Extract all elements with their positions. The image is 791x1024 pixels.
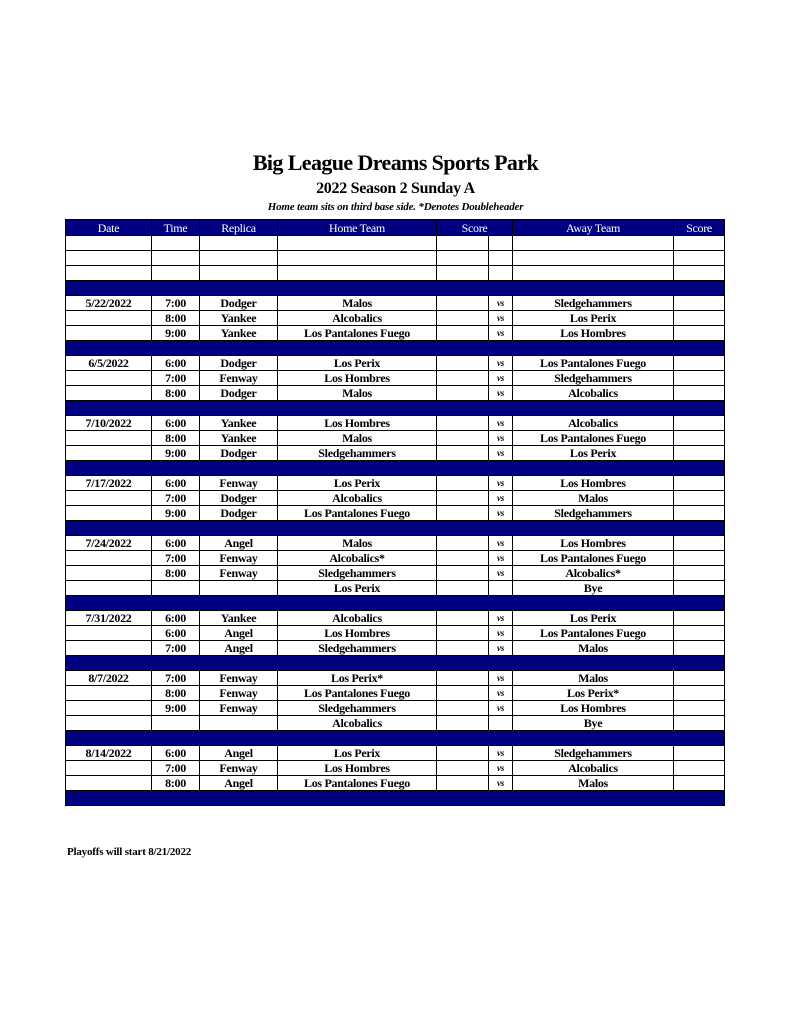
away-score-cell	[674, 506, 725, 521]
table-row	[66, 491, 725, 506]
home-score-cell	[437, 371, 489, 386]
date-cell	[66, 581, 152, 596]
time-cell: 7:00	[152, 761, 200, 776]
home-score-cell	[437, 716, 489, 731]
replica-cell: Yankee	[200, 311, 278, 326]
date-cell	[66, 236, 152, 251]
replica-cell: Dodger	[200, 491, 278, 506]
home-team-cell: Los Hombres	[278, 626, 437, 641]
home-score-cell	[437, 641, 489, 656]
home-score-cell	[437, 266, 489, 281]
replica-cell: Yankee	[200, 416, 278, 431]
replica-cell	[200, 581, 278, 596]
replica-cell: Angel	[200, 626, 278, 641]
schedule-table	[65, 219, 725, 806]
table-row	[66, 551, 725, 566]
away-score-cell	[674, 551, 725, 566]
time-cell: 8:00	[152, 386, 200, 401]
time-cell: 6:00	[152, 626, 200, 641]
date-cell: 6/5/2022	[66, 356, 152, 371]
away-score-cell	[674, 671, 725, 686]
time-cell	[152, 266, 200, 281]
header-time: Time	[152, 220, 200, 236]
blank-row	[66, 266, 725, 281]
replica-cell: Angel	[200, 536, 278, 551]
date-cell	[66, 266, 152, 281]
away-team-cell: Alcobalics	[513, 386, 674, 401]
away-score-cell	[674, 581, 725, 596]
time-cell: 8:00	[152, 686, 200, 701]
home-team-cell: Los Hombres	[278, 371, 437, 386]
away-score-cell	[674, 446, 725, 461]
away-team-cell: Los Pantalones Fuego	[513, 551, 674, 566]
header-away-score: Score	[674, 220, 725, 236]
date-cell: 8/7/2022	[66, 671, 152, 686]
week-separator-row	[66, 401, 725, 416]
blank-row	[66, 236, 725, 251]
time-cell: 6:00	[152, 416, 200, 431]
time-cell: 7:00	[152, 491, 200, 506]
home-score-cell	[437, 236, 489, 251]
time-cell: 7:00	[152, 296, 200, 311]
replica-cell: Dodger	[200, 386, 278, 401]
time-cell: 6:00	[152, 746, 200, 761]
away-team-cell: Los Pantalones Fuego	[513, 626, 674, 641]
home-score-cell	[437, 446, 489, 461]
replica-cell: Fenway	[200, 476, 278, 491]
home-team-cell: Alcobalics	[278, 491, 437, 506]
table-row	[66, 686, 725, 701]
away-team-cell: Los Hombres	[513, 326, 674, 341]
away-score-cell	[674, 386, 725, 401]
replica-cell: Yankee	[200, 431, 278, 446]
away-team-cell: Los Pantalones Fuego	[513, 431, 674, 446]
away-team-cell: Sledgehammers	[513, 506, 674, 521]
vs-cell: vs	[489, 746, 513, 761]
vs-cell	[489, 716, 513, 731]
home-team-cell: Los Hombres	[278, 416, 437, 431]
home-score-cell	[437, 581, 489, 596]
table-row	[66, 476, 725, 491]
home-team-cell: Sledgehammers	[278, 566, 437, 581]
separator-band	[66, 656, 725, 671]
home-team-cell: Alcobalics	[278, 611, 437, 626]
vs-cell: vs	[489, 686, 513, 701]
table-row	[66, 446, 725, 461]
table-row	[66, 746, 725, 761]
time-cell	[152, 716, 200, 731]
away-score-cell	[674, 296, 725, 311]
replica-cell: Fenway	[200, 701, 278, 716]
time-cell: 6:00	[152, 536, 200, 551]
date-cell	[66, 776, 152, 791]
date-cell: 8/14/2022	[66, 746, 152, 761]
week-separator-row	[66, 596, 725, 611]
away-score-cell	[674, 416, 725, 431]
replica-cell: Dodger	[200, 446, 278, 461]
vs-cell: vs	[489, 491, 513, 506]
home-score-cell	[437, 311, 489, 326]
away-team-cell	[513, 251, 674, 266]
week-separator-row	[66, 791, 725, 806]
playoffs-note: Playoffs will start 8/21/2022	[67, 846, 192, 858]
away-score-cell	[674, 311, 725, 326]
away-score-cell	[674, 611, 725, 626]
table-row	[66, 566, 725, 581]
home-score-cell	[437, 761, 489, 776]
vs-cell: vs	[489, 536, 513, 551]
vs-cell: vs	[489, 356, 513, 371]
header-home-score: Score	[437, 220, 513, 236]
home-score-cell	[437, 776, 489, 791]
home-team-cell: Los Perix	[278, 746, 437, 761]
home-score-cell	[437, 356, 489, 371]
home-team-cell: Malos	[278, 431, 437, 446]
away-team-cell: Los Pantalones Fuego	[513, 356, 674, 371]
home-score-cell	[437, 431, 489, 446]
away-team-cell: Los Perix	[513, 446, 674, 461]
home-team-cell: Malos	[278, 386, 437, 401]
vs-cell: vs	[489, 296, 513, 311]
away-team-cell: Sledgehammers	[513, 371, 674, 386]
date-cell	[66, 386, 152, 401]
replica-cell: Fenway	[200, 671, 278, 686]
away-team-cell: Malos	[513, 491, 674, 506]
home-score-cell	[437, 416, 489, 431]
replica-cell: Fenway	[200, 371, 278, 386]
home-score-cell	[437, 476, 489, 491]
date-cell	[66, 626, 152, 641]
home-team-cell: Alcobalics*	[278, 551, 437, 566]
time-cell: 8:00	[152, 311, 200, 326]
home-team-cell: Los Perix*	[278, 671, 437, 686]
away-score-cell	[674, 641, 725, 656]
vs-cell: vs	[489, 431, 513, 446]
away-team-cell: Alcobalics*	[513, 566, 674, 581]
table-row	[66, 716, 725, 731]
home-team-cell: Los Perix	[278, 356, 437, 371]
away-team-cell: Alcobalics	[513, 761, 674, 776]
away-team-cell	[513, 236, 674, 251]
table-row	[66, 611, 725, 626]
away-score-cell	[674, 746, 725, 761]
away-score-cell	[674, 761, 725, 776]
time-cell: 7:00	[152, 371, 200, 386]
separator-band	[66, 281, 725, 296]
time-cell	[152, 581, 200, 596]
replica-cell: Dodger	[200, 506, 278, 521]
replica-cell	[200, 236, 278, 251]
away-score-cell	[674, 266, 725, 281]
replica-cell: Fenway	[200, 686, 278, 701]
table-row	[66, 701, 725, 716]
page-title: Big League Dreams Sports Park	[252, 150, 539, 175]
date-cell	[66, 551, 152, 566]
date-cell: 7/24/2022	[66, 536, 152, 551]
away-team-cell: Malos	[513, 641, 674, 656]
home-team-cell: Los Pantalones Fuego	[278, 776, 437, 791]
away-team-cell	[513, 266, 674, 281]
separator-band	[66, 731, 725, 746]
table-row	[66, 581, 725, 596]
home-score-cell	[437, 701, 489, 716]
date-cell	[66, 251, 152, 266]
schedule-body	[66, 236, 725, 806]
time-cell: 7:00	[152, 641, 200, 656]
home-team-cell: Los Pantalones Fuego	[278, 506, 437, 521]
away-score-cell	[674, 566, 725, 581]
week-separator-row	[66, 656, 725, 671]
replica-cell	[200, 251, 278, 266]
home-team-cell: Malos	[278, 536, 437, 551]
date-cell: 7/31/2022	[66, 611, 152, 626]
away-score-cell	[674, 776, 725, 791]
away-score-cell	[674, 626, 725, 641]
header-home-team: Home Team	[278, 220, 437, 236]
away-score-cell	[674, 491, 725, 506]
header-date: Date	[66, 220, 152, 236]
home-team-cell: Los Pantalones Fuego	[278, 686, 437, 701]
away-score-cell	[674, 326, 725, 341]
home-team-cell	[278, 251, 437, 266]
vs-cell: vs	[489, 641, 513, 656]
vs-cell: vs	[489, 611, 513, 626]
replica-cell: Dodger	[200, 296, 278, 311]
home-team-cell: Sledgehammers	[278, 641, 437, 656]
home-score-cell	[437, 746, 489, 761]
away-score-cell	[674, 251, 725, 266]
away-team-cell: Malos	[513, 671, 674, 686]
table-row	[66, 626, 725, 641]
date-cell	[66, 716, 152, 731]
replica-cell	[200, 266, 278, 281]
date-cell	[66, 701, 152, 716]
table-row	[66, 386, 725, 401]
away-score-cell	[674, 371, 725, 386]
vs-cell: vs	[489, 506, 513, 521]
home-score-cell	[437, 536, 489, 551]
home-team-cell: Alcobalics	[278, 311, 437, 326]
away-team-cell: Los Perix	[513, 611, 674, 626]
home-team-cell: Los Pantalones Fuego	[278, 326, 437, 341]
separator-band	[66, 596, 725, 611]
date-cell	[66, 431, 152, 446]
separator-band	[66, 401, 725, 416]
away-score-cell	[674, 476, 725, 491]
vs-cell: vs	[489, 326, 513, 341]
time-cell: 8:00	[152, 776, 200, 791]
away-team-cell: Los Perix	[513, 311, 674, 326]
replica-cell: Fenway	[200, 566, 278, 581]
time-cell	[152, 236, 200, 251]
replica-cell	[200, 716, 278, 731]
home-team-cell: Los Perix	[278, 476, 437, 491]
header-replica: Replica	[200, 220, 278, 236]
date-cell: 5/22/2022	[66, 296, 152, 311]
table-row	[66, 296, 725, 311]
away-score-cell	[674, 536, 725, 551]
home-team-cell: Los Hombres	[278, 761, 437, 776]
date-cell	[66, 761, 152, 776]
table-row	[66, 641, 725, 656]
date-cell: 7/10/2022	[66, 416, 152, 431]
vs-cell: vs	[489, 311, 513, 326]
away-score-cell	[674, 356, 725, 371]
away-team-cell: Los Hombres	[513, 476, 674, 491]
week-separator-row	[66, 521, 725, 536]
table-row	[66, 761, 725, 776]
vs-cell: vs	[489, 476, 513, 491]
table-row	[66, 671, 725, 686]
away-team-cell: Malos	[513, 776, 674, 791]
date-cell	[66, 506, 152, 521]
date-cell	[66, 371, 152, 386]
replica-cell: Angel	[200, 746, 278, 761]
table-row	[66, 536, 725, 551]
table-row	[66, 311, 725, 326]
replica-cell: Dodger	[200, 356, 278, 371]
schedule-note: Home team sits on third base side. *Denotes Doubleheader	[267, 201, 524, 213]
vs-cell: vs	[489, 416, 513, 431]
vs-cell: vs	[489, 551, 513, 566]
time-cell: 9:00	[152, 326, 200, 341]
away-team-cell: Sledgehammers	[513, 746, 674, 761]
time-cell: 7:00	[152, 551, 200, 566]
vs-cell: vs	[489, 446, 513, 461]
home-score-cell	[437, 251, 489, 266]
vs-cell: vs	[489, 626, 513, 641]
vs-cell: vs	[489, 566, 513, 581]
home-score-cell	[437, 671, 489, 686]
vs-cell	[489, 236, 513, 251]
away-team-cell: Los Perix*	[513, 686, 674, 701]
away-team-cell: Sledgehammers	[513, 296, 674, 311]
date-cell	[66, 686, 152, 701]
home-score-cell	[437, 551, 489, 566]
replica-cell: Angel	[200, 641, 278, 656]
home-score-cell	[437, 611, 489, 626]
vs-cell	[489, 266, 513, 281]
home-team-cell	[278, 236, 437, 251]
table-row	[66, 371, 725, 386]
blank-row	[66, 251, 725, 266]
date-cell	[66, 491, 152, 506]
vs-cell	[489, 251, 513, 266]
time-cell: 6:00	[152, 356, 200, 371]
away-score-cell	[674, 431, 725, 446]
time-cell: 9:00	[152, 506, 200, 521]
time-cell: 9:00	[152, 701, 200, 716]
separator-band	[66, 461, 725, 476]
home-team-cell: Los Perix	[278, 581, 437, 596]
date-cell	[66, 326, 152, 341]
time-cell: 9:00	[152, 446, 200, 461]
away-score-cell	[674, 716, 725, 731]
home-team-cell: Alcobalics	[278, 716, 437, 731]
replica-cell: Fenway	[200, 551, 278, 566]
table-row	[66, 506, 725, 521]
table-row	[66, 776, 725, 791]
away-score-cell	[674, 701, 725, 716]
replica-cell: Angel	[200, 776, 278, 791]
home-score-cell	[437, 386, 489, 401]
table-header-row	[66, 220, 725, 236]
home-score-cell	[437, 506, 489, 521]
header-away-team: Away Team	[513, 220, 674, 236]
replica-cell: Yankee	[200, 326, 278, 341]
date-cell: 7/17/2022	[66, 476, 152, 491]
time-cell: 8:00	[152, 431, 200, 446]
home-team-cell: Malos	[278, 296, 437, 311]
week-separator-row	[66, 281, 725, 296]
away-team-cell: Los Hombres	[513, 536, 674, 551]
separator-band	[66, 341, 725, 356]
vs-cell: vs	[489, 776, 513, 791]
separator-band	[66, 791, 725, 806]
table-row	[66, 431, 725, 446]
away-score-cell	[674, 236, 725, 251]
home-team-cell: Sledgehammers	[278, 701, 437, 716]
vs-cell: vs	[489, 386, 513, 401]
date-cell	[66, 641, 152, 656]
vs-cell: vs	[489, 671, 513, 686]
home-score-cell	[437, 326, 489, 341]
away-score-cell	[674, 686, 725, 701]
away-team-cell: Bye	[513, 581, 674, 596]
replica-cell: Fenway	[200, 761, 278, 776]
home-team-cell: Sledgehammers	[278, 446, 437, 461]
time-cell: 7:00	[152, 671, 200, 686]
away-team-cell: Bye	[513, 716, 674, 731]
home-score-cell	[437, 566, 489, 581]
table-row	[66, 416, 725, 431]
away-team-cell: Alcobalics	[513, 416, 674, 431]
home-score-cell	[437, 491, 489, 506]
home-score-cell	[437, 686, 489, 701]
week-separator-row	[66, 341, 725, 356]
away-team-cell: Los Hombres	[513, 701, 674, 716]
separator-band	[66, 521, 725, 536]
date-cell	[66, 566, 152, 581]
table-row	[66, 326, 725, 341]
vs-cell: vs	[489, 371, 513, 386]
time-cell	[152, 251, 200, 266]
vs-cell	[489, 581, 513, 596]
vs-cell: vs	[489, 761, 513, 776]
home-score-cell	[437, 296, 489, 311]
home-score-cell	[437, 626, 489, 641]
week-separator-row	[66, 461, 725, 476]
date-cell	[66, 446, 152, 461]
time-cell: 6:00	[152, 611, 200, 626]
date-cell	[66, 311, 152, 326]
home-team-cell	[278, 266, 437, 281]
page-subtitle: 2022 Season 2 Sunday A	[316, 180, 475, 197]
table-row	[66, 356, 725, 371]
time-cell: 8:00	[152, 566, 200, 581]
time-cell: 6:00	[152, 476, 200, 491]
week-separator-row	[66, 731, 725, 746]
vs-cell: vs	[489, 701, 513, 716]
replica-cell: Yankee	[200, 611, 278, 626]
